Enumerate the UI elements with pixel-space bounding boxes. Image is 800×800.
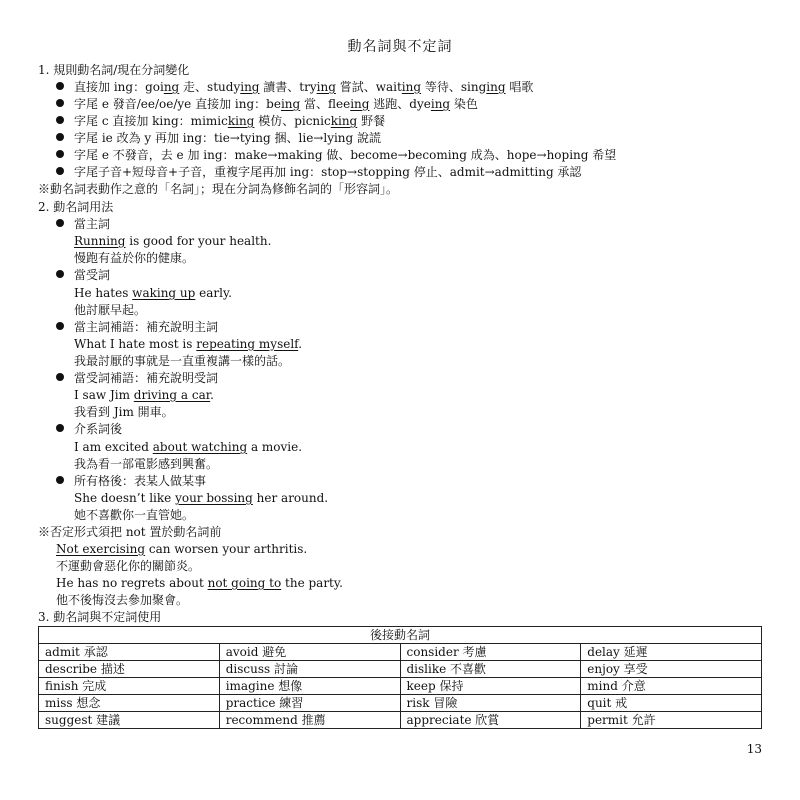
rule-5: 字尾 e 不發音，去 e 加 ing：make→making 做、become→becoming 成為、hope→hoping 希望 <box>56 147 616 163</box>
usage-subject-complement-example: What I hate most is repeating myself. <box>74 337 303 351</box>
usage-preposition-label: 介系詞後 <box>56 421 122 437</box>
rule-6: 字尾子音+短母音+子音，重複字尾再加 ing：stop→stopping 停止、admit→admitting 承認 <box>56 164 581 180</box>
table-cell: discuss 討論 <box>219 661 400 678</box>
bullet-icon <box>56 147 74 163</box>
table-cell: quit 戒 <box>581 695 762 712</box>
table-row <box>39 661 762 678</box>
table-cell: imagine 想像 <box>219 678 400 695</box>
table-cell: appreciate 欣賞 <box>400 712 581 729</box>
usage-object-complement-example: I saw Jim driving a car. <box>74 388 214 402</box>
section-1-heading: 1. 規則動名詞/現在分詞變化 <box>38 63 190 77</box>
table-row <box>39 712 762 729</box>
rule-3: 字尾 c 直接加 king：mimicking 模仿、picnicking 野餐 <box>56 113 385 129</box>
rule-1: 直接加 ing：going 走、studying 讀書、trying 嘗試、waiting 等待、singing 唱歌 <box>56 79 533 95</box>
table-row <box>39 644 762 661</box>
usage-object-translation: 他討厭早起。 <box>74 303 147 317</box>
table-header: 後接動名詞 <box>39 627 762 644</box>
usage-subject-complement-translation: 我最討厭的事就是一直重複講一樣的話。 <box>74 354 291 368</box>
table-cell: recommend 推薦 <box>219 712 400 729</box>
bullet-icon <box>56 113 74 129</box>
bullet-icon <box>56 164 74 180</box>
table-cell: consider 考慮 <box>400 644 581 661</box>
rule-2: 字尾 e 發音/ee/oe/ye 直接加 ing：being 當、fleeing 逃跑、dyeing 染色 <box>56 96 478 112</box>
negation-translation-2: 他不後悔沒去參加聚會。 <box>56 593 189 607</box>
table-cell: delay 延遲 <box>581 644 762 661</box>
negation-note: ※否定形式須把 not 置於動名詞前 <box>38 525 222 539</box>
bullet-icon <box>56 319 74 335</box>
page-title: 動名詞與不定詞 <box>347 39 453 55</box>
bullet-icon <box>56 473 74 489</box>
usage-preposition-example: I am excited about watching a movie. <box>74 440 303 454</box>
page-number: 13 <box>746 742 762 756</box>
bullet-icon <box>56 216 74 232</box>
usage-possessive-label: 所有格後：表某人做某事 <box>56 473 206 489</box>
table-cell: risk 冒險 <box>400 695 581 712</box>
table-cell: admit 承認 <box>39 644 220 661</box>
usage-subject-translation: 慢跑有益於你的健康。 <box>74 251 195 265</box>
usage-preposition-translation: 我為看一部電影感到興奮。 <box>74 457 219 471</box>
table-cell: permit 允許 <box>581 712 762 729</box>
gerund-verbs-table <box>38 626 762 729</box>
usage-possessive-translation: 她不喜歡你一直管她。 <box>74 508 195 522</box>
table-cell: enjoy 享受 <box>581 661 762 678</box>
usage-object-complement-label: 當受詞補語：補充說明受詞 <box>56 370 218 386</box>
table-cell: mind 介意 <box>581 678 762 695</box>
table-cell: suggest 建議 <box>39 712 220 729</box>
usage-subject-example: Running is good for your health. <box>74 234 272 248</box>
gerund-participle-note: ※動名詞表動作之意的「名詞」；現在分詞為修飾名詞的「形容詞」。 <box>38 182 399 196</box>
table-cell: miss 想念 <box>39 695 220 712</box>
table-row <box>39 678 762 695</box>
table-cell: practice 練習 <box>219 695 400 712</box>
section-2-heading: 2. 動名詞用法 <box>38 200 114 214</box>
usage-object-complement-translation: 我看到 Jim 開車。 <box>74 405 174 419</box>
bullet-icon <box>56 370 74 386</box>
negation-example-1: Not exercising can worsen your arthritis. <box>56 542 308 556</box>
table-cell: dislike 不喜歡 <box>400 661 581 678</box>
usage-object-label: 當受詞 <box>56 267 110 283</box>
table-cell: describe 描述 <box>39 661 220 678</box>
table-row <box>39 695 762 712</box>
usage-possessive-example: She doesn’t like your bossing her around. <box>74 491 329 505</box>
bullet-icon <box>56 79 74 95</box>
table-cell: keep 保持 <box>400 678 581 695</box>
table-cell: finish 完成 <box>39 678 220 695</box>
bullet-icon <box>56 130 74 146</box>
usage-subject-complement-label: 當主詞補語：補充說明主詞 <box>56 319 218 335</box>
negation-example-2: He has no regrets about not going to the party. <box>56 576 343 590</box>
negation-translation-1: 不運動會惡化你的關節炎。 <box>56 559 201 573</box>
rule-4: 字尾 ie 改為 y 再加 ing：tie→tying 捆、lie→lying 說謊 <box>56 130 381 146</box>
table-cell: avoid 避免 <box>219 644 400 661</box>
usage-subject-label: 當主詞 <box>56 216 110 232</box>
usage-object-example: He hates waking up early. <box>74 286 232 300</box>
bullet-icon <box>56 96 74 112</box>
bullet-icon <box>56 421 74 437</box>
section-3-heading: 3. 動名詞與不定詞使用 <box>38 610 162 624</box>
bullet-icon <box>56 267 74 283</box>
